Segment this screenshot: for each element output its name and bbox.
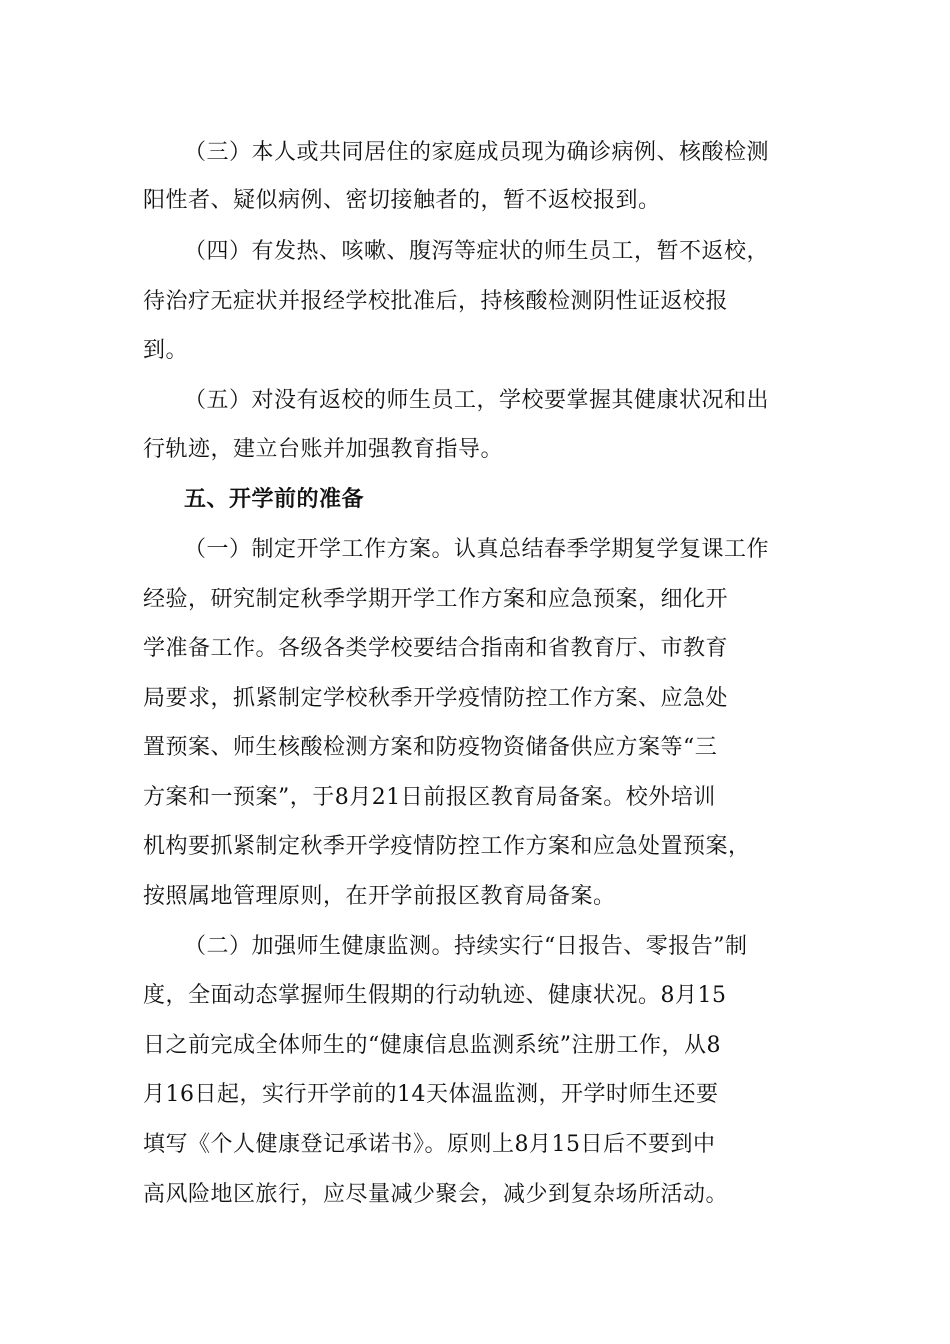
text: （一）制定开学工作方案。认真总结春季学期复学复课工作 [184,537,770,562]
text: 到。 [143,338,189,363]
text: 月16日起，实行开学前的14天体温监测，开学时师生还要 [143,1082,719,1107]
paragraph-health-line-5 [0,1130,950,1160]
text: （四）有发热、咳嗽、腹泻等症状的师生员工，暂不返校， [184,239,770,264]
paragraph-health-line-6 [0,1180,950,1210]
paragraph-4-line-3 [0,336,950,366]
text: （二）加强师生健康监测。持续实行“日报告、零报告”制 [184,934,748,959]
paragraph-plan-line-1 [0,535,950,565]
text: 日之前完成全体师生的“健康信息监测系统”注册工作，从8 [143,1033,721,1058]
paragraph-plan-line-5 [0,733,950,763]
paragraph-plan-line-6 [0,783,950,813]
text: （五）对没有返校的师生员工，学校要掌握其健康状况和出 [184,388,770,413]
text: 学准备工作。各级各类学校要结合指南和省教育厅、市教育 [143,636,729,661]
text: 行轨迹，建立台账并加强教育指导。 [143,437,504,462]
paragraph-plan-line-3 [0,634,950,664]
text: 置预案、师生核酸检测方案和防疫物资储备供应方案等“三 [143,735,718,760]
text: 待治疗无症状并报经学校批准后，持核酸检测阴性证返校报 [143,289,729,314]
paragraph-plan-line-4 [0,684,950,714]
text: 方案和一预案”，于8月21日前报区教育局备案。校外培训 [143,785,716,810]
paragraph-health-line-2 [0,981,950,1011]
text: 高风险地区旅行，应尽量减少聚会，减少到复杂场所活动。 [143,1182,729,1207]
paragraph-plan-line-2 [0,585,950,615]
paragraph-plan-line-7 [0,832,950,862]
text: （三）本人或共同居住的家庭成员现为确诊病例、核酸检测 [184,140,770,165]
text: 度，全面动态掌握师生假期的行动轨迹、健康状况。8月15 [143,983,727,1008]
paragraph-4-line-1 [0,237,950,267]
paragraph-5-line-1 [0,386,950,416]
text: 局要求，抓紧制定学校秋季开学疫情防控工作方案、应急处 [143,686,729,711]
text: 阳性者、疑似病例、密切接触者的，暂不返校报到。 [143,188,661,213]
paragraph-plan-line-8 [0,882,950,912]
paragraph-3-line-1 [0,138,950,168]
paragraph-health-line-3 [0,1031,950,1061]
paragraph-health-line-4 [0,1080,950,1110]
paragraph-3-line-2 [0,186,950,216]
text: 填写《个人健康登记承诺书》。原则上8月15日后不要到中 [143,1132,716,1157]
text: 机构要抓紧制定秋季开学疫情防控工作方案和应急处置预案， [143,834,751,859]
text: 按照属地管理原则，在开学前报区教育局备案。 [143,884,616,909]
section-heading [0,485,950,515]
paragraph-4-line-2 [0,287,950,317]
paragraph-health-line-1 [0,932,950,962]
heading-text: 五、开学前的准备 [184,487,365,512]
text: 经验，研究制定秋季学期开学工作方案和应急预案，细化开 [143,587,729,612]
paragraph-5-line-2 [0,435,950,465]
